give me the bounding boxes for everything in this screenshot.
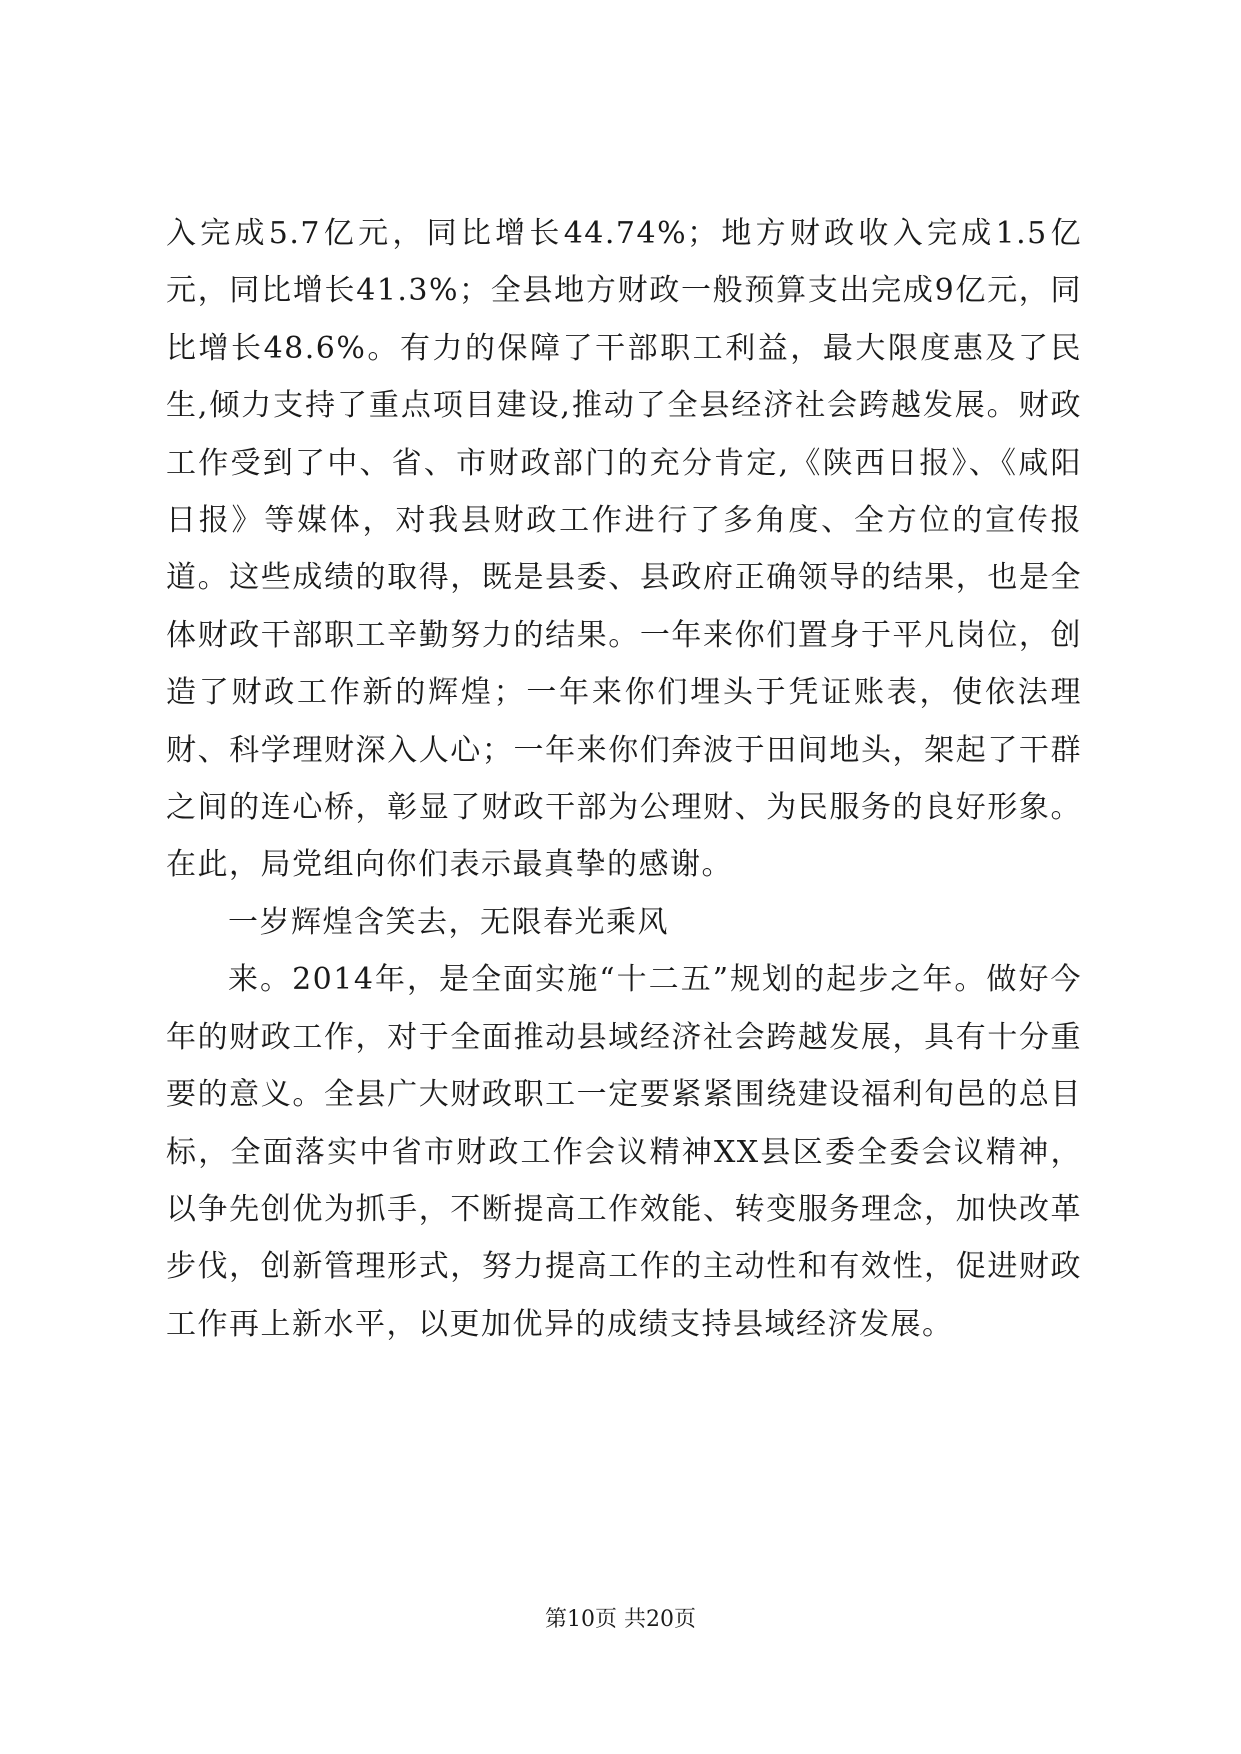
paragraph-couplet-line: 一岁辉煌含笑去，无限春光乘风 <box>228 904 669 940</box>
document-body <box>166 205 1082 1353</box>
page-number-footer: 第10页 共20页 <box>545 1607 696 1632</box>
paragraph-2014-outlook: 来。2014年，是全面实施“十二五”规划的起步之年。做好今年的财政工作，对于全面推动县域经济社会跨越发展，具有十分重要的意义。全县广大财政职工一定要紧紧围绕建设福利旬邑的总目标，全面落实中省市财政工作会议精神XX县区委全委会议精神，以争先创优为抓手，不断提高工作效能、转变服务理念，加快改革步伐，创新管理形式，努力提高工作的主动性和有效性，促进财政工作再上新水平，以更加优异的成绩支持县域经济发展。 <box>166 962 1082 1342</box>
paragraph-finance-results: 入完成5.7亿元，同比增长44.74%；地方财政收入完成1.5亿元，同比增长41.3%；全县地方财政一般预算支出完成9亿元，同比增长48.6%。有力的保障了干部职工利益，最大限度惠及了民生,倾力支持了重点项目建设,推动了全县经济社会跨越发展。财政工作受到了中、省、市财政部门的充分肯定,《陕西日报》、《咸阳日报》等媒体，对我县财政工作进行了多角度、全方位的宣传报道。这些成绩的取得，既是县委、县政府正确领导的结果，也是全体财政干部职工辛勤努力的结果。一年来你们置身于平凡岗位，创造了财政工作新的辉煌；一年来你们埋头于凭证账表，使依法理财、科学理财深入人心；一年来你们奔波于田间地头，架起了干群之间的连心桥，彰显了财政干部为公理财、为民服务的良好形象。在此，局党组向你们表示最真挚的感谢。 <box>166 216 1082 883</box>
